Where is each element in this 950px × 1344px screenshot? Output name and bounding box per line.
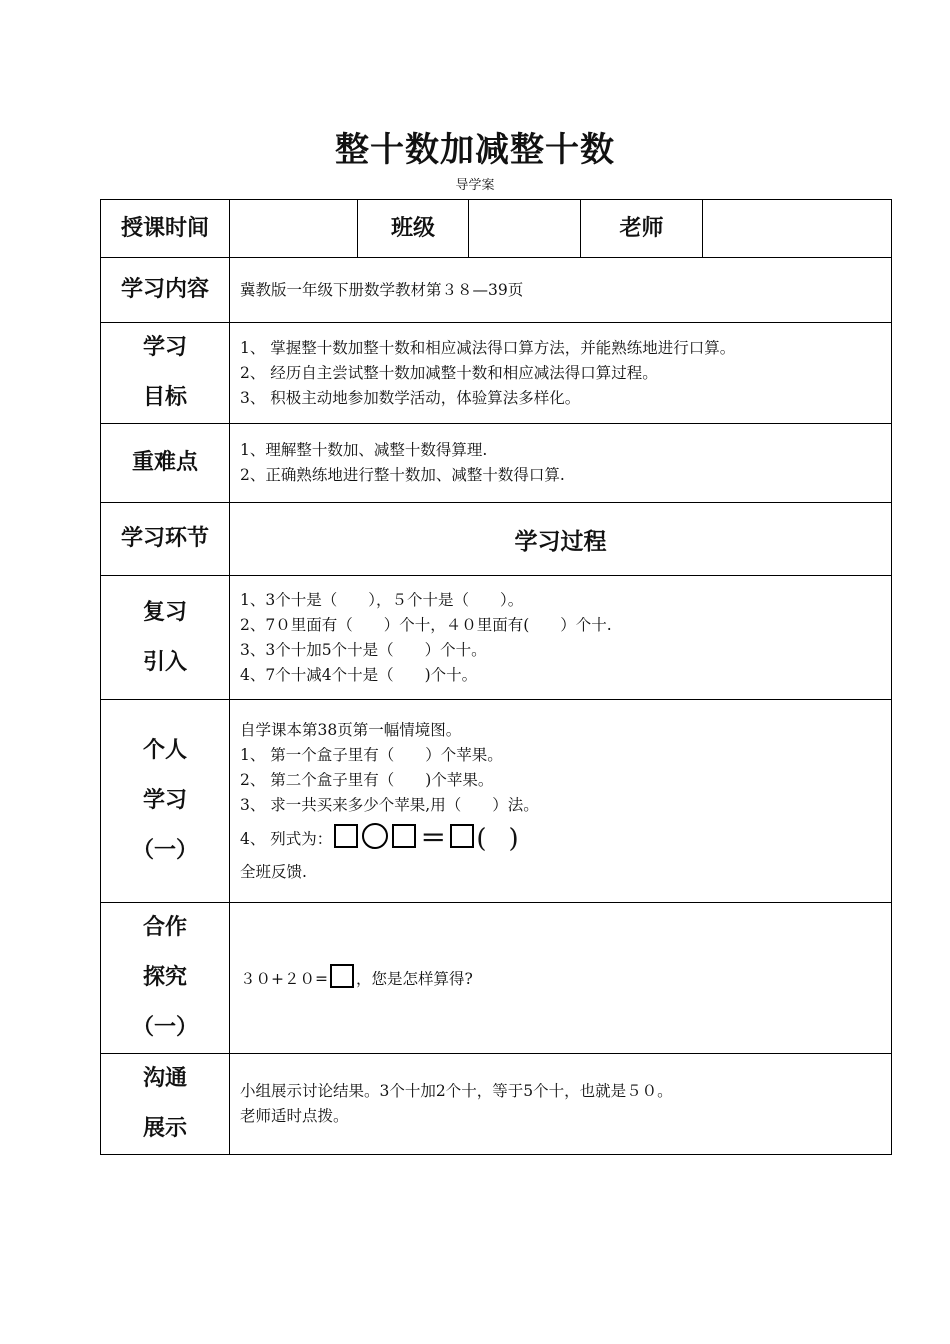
goals-label (101, 323, 230, 424)
formula-prefix: 4、 列式为： (240, 829, 333, 848)
keypoints-row (101, 424, 892, 503)
feedback-text: 全班反馈. (240, 862, 307, 881)
self-study-item: 1、 第一个盒子里有（ ）个苹果。 (240, 745, 503, 764)
blank-square-icon[interactable] (330, 964, 354, 988)
goals-row (101, 323, 892, 424)
self-study-label-line: 个人 (142, 738, 187, 763)
self-study-label (101, 700, 230, 903)
page-title: 整十数加减整十数 (335, 130, 615, 170)
goals-label-line: 学习 (142, 335, 187, 360)
keypoints-content (230, 424, 892, 503)
keypoint-item: 1、理解整十数加、减整十数得算理. (240, 441, 488, 459)
coop-question: ，您是怎样算得? (355, 970, 473, 988)
coop-label-line: 合作 (142, 915, 187, 940)
process-row (101, 503, 892, 576)
coop-row (101, 903, 892, 1054)
review-label-line: 复习 (142, 599, 187, 625)
goals-label-line: 目标 (142, 385, 187, 410)
share-item: 老师适时点拨。 (240, 1107, 349, 1125)
coop-question-line (240, 964, 881, 992)
review-row (101, 576, 892, 700)
header-row (101, 200, 892, 258)
goal-item: 1、 掌握整十数加整十数和相应减法得口算方法，并能熟练地进行口算。 (240, 338, 736, 357)
page-subtitle: 导学案 (455, 178, 495, 193)
class-label: 班级 (358, 200, 469, 258)
teacher-label: 老师 (581, 200, 703, 258)
teacher-value-cell[interactable] (703, 200, 892, 258)
coop-expression: ３０+２０= (240, 970, 328, 988)
review-content (230, 576, 892, 700)
share-item: 小组展示讨论结果。3个十加2个十，等于5个十，也就是５０。 (240, 1082, 673, 1100)
review-item: 1、3个十是（ ），５个十是（ ）。 (240, 590, 524, 609)
content-text: 冀教版一年级下册数学教材第３８—39页 (230, 258, 892, 323)
blank-square-icon[interactable] (392, 824, 416, 848)
self-study-item: 3、 求一共买来多少个苹果,用（ ）法。 (240, 795, 539, 814)
coop-label (101, 903, 230, 1054)
self-study-item: 自学课本第38页第一幅情境图。 (240, 720, 462, 739)
share-row (101, 1054, 892, 1155)
blank-circle-icon[interactable] (362, 823, 388, 849)
coop-label-line: 探究 (142, 965, 187, 990)
review-label (101, 576, 230, 700)
goal-item: 2、 经历自主尝试整十数加减整十数和相应减法得口算过程。 (240, 363, 658, 382)
close-paren: ) (508, 823, 519, 854)
keypoints-label: 重难点 (101, 424, 230, 503)
review-item: 2、7０里面有（ ）个十，４０里面有( ）个十. (240, 615, 612, 634)
content-label: 学习内容 (101, 258, 230, 323)
self-study-item: 2、 第二个盒子里有（ )个苹果。 (240, 770, 494, 789)
formula-line (240, 818, 881, 860)
goal-item: 3、 积极主动地参加数学活动，体验算法多样化。 (240, 388, 581, 407)
self-study-row (101, 700, 892, 903)
goals-content (230, 323, 892, 424)
lesson-plan-table (100, 199, 892, 1155)
review-item: 4、7个十减4个十是（ )个十。 (240, 665, 478, 684)
coop-content (230, 903, 892, 1054)
share-label-line: 沟通 (142, 1066, 187, 1091)
review-label-line: 引入 (142, 649, 187, 675)
review-item: 3、3个十加5个十是（ ）个十。 (240, 640, 487, 659)
equals-sign: ＝ (420, 823, 447, 854)
class-value-cell[interactable] (469, 200, 581, 258)
self-study-content (230, 700, 892, 903)
share-label (101, 1054, 230, 1155)
time-value-cell[interactable] (230, 200, 358, 258)
blank-square-icon[interactable] (450, 824, 474, 848)
time-label: 授课时间 (101, 200, 230, 258)
process-heading: 学习过程 (230, 503, 892, 576)
blank-square-icon[interactable] (334, 824, 358, 848)
share-label-line: 展示 (142, 1116, 187, 1141)
keypoint-item: 2、正确熟练地进行整十数加、减整十数得口算. (240, 466, 565, 484)
process-label: 学习环节 (101, 503, 230, 576)
content-row (101, 258, 892, 323)
share-content (230, 1054, 892, 1155)
coop-label-line: （一） (131, 1015, 198, 1040)
self-study-label-line: （一） (131, 838, 198, 863)
open-paren: ( (476, 823, 487, 854)
self-study-label-line: 学习 (142, 788, 187, 813)
